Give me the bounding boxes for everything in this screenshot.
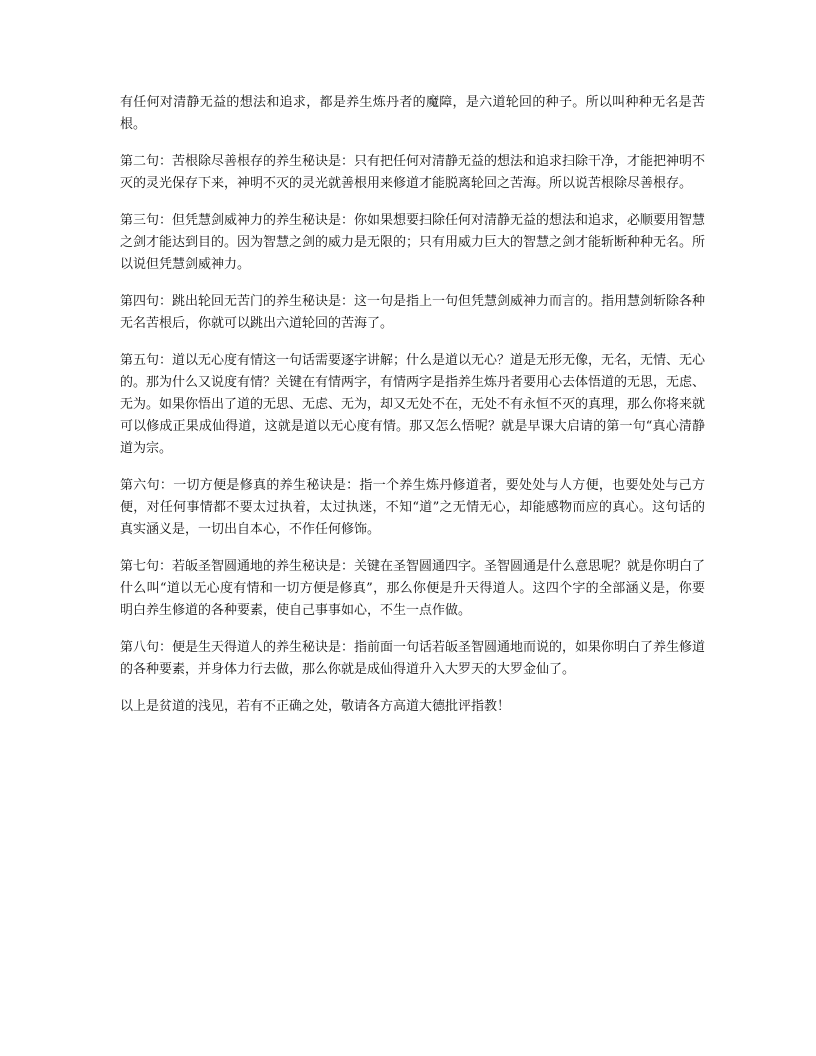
paragraph: 有任何对清静无益的想法和追求，都是养生炼丹者的魔障，是六道轮回的种子。所以叫种种无名是苦根。	[120, 95, 705, 132]
paragraph: 第六句：一切方便是修真的养生秘诀是：指一个养生炼丹修道者，要处处与人方便，也要处处与己方便，对任何事情都不要太过执着，太过执迷，不知“道”之无情无心，却能感物而应的真心。这句话的真实涵义是，一切出自本心，不作任何修饰。	[120, 478, 705, 537]
paragraph: 第二句：苦根除尽善根存的养生秘诀是：只有把任何对清静无益的想法和追求扫除干净，才能把神明不灭的灵光保存下来，神明不灭的灵光就善根用来修道才能脱离轮回之苦海。所以说苦根除尽善根存。	[120, 154, 706, 191]
paragraph: 第四句：跳出轮回无苦门的养生秘诀是：这一句是指上一句但凭慧剑威神力而言的。指用慧剑斩除各种无名苦根后，你就可以跳出六道轮回的苦海了。	[120, 294, 706, 331]
closing-paragraph: 以上是贫道的浅见，若有不正确之处，敬请各方高道大德批评指教！	[120, 699, 511, 714]
paragraph: 第七句：若皈圣智圆通地的养生秘诀是：关键在圣智圆通四字。圣智圆通是什么意思呢？就是你明白了什么叫“道以无心度有情和一切方便是修真”，那么你便是升天得道人。这四个字的全部涵义是，你要明白养生修道的各种要素，使自己事事如心，不生一点作做。	[120, 559, 706, 618]
paragraph: 第八句：便是生天得道人的养生秘诀是：指前面一句话若皈圣智圆通地而说的，如果你明白了养生修道的各种要素，并身体力行去做，那么你就是成仙得道升入大罗天的大罗金仙了。	[120, 640, 706, 677]
paragraph: 第三句：但凭慧剑威神力的养生秘诀是：你如果想要扫除任何对清静无益的想法和追求，必顺要用智慧之剑才能达到目的。因为智慧之剑的威力是无限的；只有用威力巨大的智慧之剑才能斩断种种无名。所以说但凭慧剑威神力。	[120, 213, 706, 272]
paragraph: 第五句：道以无心度有情这一句话需要逐字讲解；什么是道以无心？道是无形无像，无名，无情、无心的。那为什么又说度有情？关键在有情两字，有情两字是指养生炼丹者要用心去体悟道的无思，无虑、无为。如果你悟出了道的无思、无虑、无为，却又无处不在，无处不有永恒不灭的真理，那么你将来就可以修成正果成仙得道，这就是道以无心度有情。那又怎么悟呢？就是早课大启请的第一句“真心清静道为宗。	[120, 353, 706, 456]
document-body	[120, 92, 705, 733]
